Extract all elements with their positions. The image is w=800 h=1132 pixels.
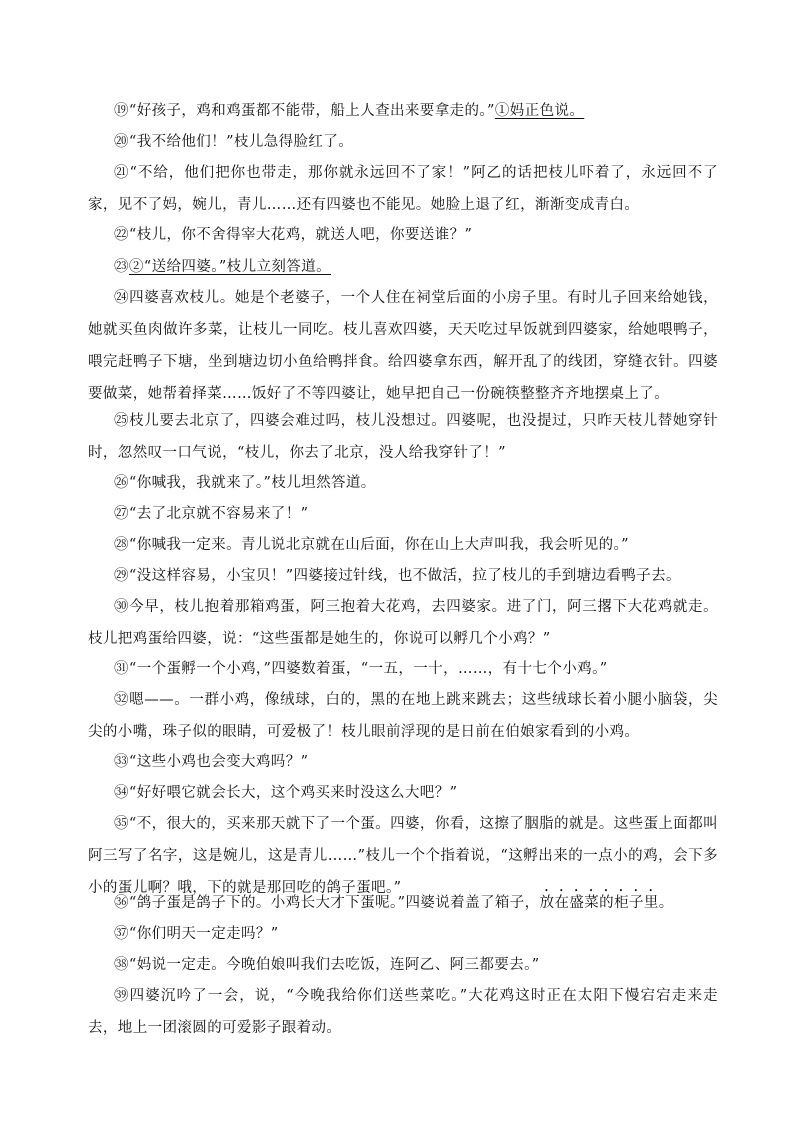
paragraph-19: [88, 95, 718, 127]
underlined-sentence-1: ①妈正色说。: [494, 103, 585, 119]
paragraph-28: ㉘“你喊我一定来。青儿说北京就在山后面，你在山上大声叫我，我会听见的。”: [114, 537, 629, 553]
paragraph-31: ㉛“一个蛋孵一个小鸡，”四婆数着蛋，“一五，一十，……，有十七个小鸡。”: [114, 661, 608, 677]
paragraph-35: ㉟“不，很大的，买来那天就下了一个蛋。四婆，你看，这擦了胭脂的就是。这些蛋上面都叫阿三写了名字，这是婉儿，这是青儿……”枝儿一个个指着说，“这孵出来的一点小的鸡，会下多小的蛋儿啊？哦，下的就是那回吃的鸽子蛋吧。”: [88, 816, 718, 896]
paragraph-text: ⑲“好孩子，鸡和鸡蛋都不能带，船上人查出来要拿走的。”: [114, 103, 495, 119]
paragraph-27: ㉗“去了北京就不容易来了！”: [114, 506, 309, 522]
paragraph-37: ㊲“你们明天一定走吗？”: [114, 926, 279, 942]
paragraph-34: ㉞“好好喂它就会长大，这个鸡买来时没这么大吧？”: [114, 785, 458, 801]
paragraph-32: ㉜嗯——。一群小鸡，像绒球，白的，黑的在地上跳来跳去；这些绒球长着小腿小脑袋，尖尖的小嘴，珠子似的眼睛，可爱极了！枝儿眼前浮现的是日前在伯娘家看到的小鸡。: [88, 692, 718, 740]
paragraph-23: [88, 251, 718, 283]
paragraph-text: ㉓: [114, 259, 129, 275]
paragraph-26: ㉖“你喊我，我就来了。”枝儿坦然答道。: [114, 475, 376, 491]
dotted-emphasis-phrase: 放在盛菜的柜子里: [539, 895, 659, 911]
paragraph-text-end: 。: [658, 895, 674, 911]
paragraph-39: ㊴四婆沉吟了一会，说，“今晚我给你们送些菜吃。”大花鸡这时正在太阳下慢宕宕走来走去，地上一团滚圆的可爱影子跟着动。: [88, 988, 718, 1036]
paragraph-33: ㉝“这些小鸡也会变大鸡吗？”: [114, 754, 309, 770]
paragraph-20: ⑳“我不给他们！”枝儿急得脸红了。: [114, 134, 354, 150]
paragraph-24: ㉔四婆喜欢枝儿。她是个老婆子，一个人住在祠堂后面的小房子里。有时儿子回来给她钱，她就买鱼肉做许多菜，让枝儿一同吃。枝儿喜欢四婆，天天吃过早饭就到四婆家，给她喂鸭子，喂完赶鸭子下塘，坐到塘边切小鱼给鸭拌食。给四婆拿东西，解开乱了的线团，穿缝衣针。四婆要做菜，她帮着择菜……饭好了不等四婆让，她早把自己一份碗筷整整齐齐地摆桌上了。: [88, 290, 718, 402]
paragraph-25: ㉕枝儿要去北京了，四婆会难过吗，枝儿没想过。四婆呢，也没提过，只昨天枝儿替她穿针时，忽然叹一口气说，“枝儿，你去了北京，没人给我穿针了！”: [88, 413, 718, 461]
underlined-sentence-2: ②“送给四婆。”枝儿立刻答道。: [128, 259, 331, 275]
paragraph-36: [88, 887, 718, 919]
paragraph-29: ㉙“没这样容易，小宝贝！”四婆接过针线，也不做活，拉了枝儿的手到塘边看鸭子去。: [114, 568, 681, 584]
paragraph-21: ㉑“不给，他们把你也带走，那你就永远回不了家！”阿乙的话把枝儿吓着了，永远回不了家，见不了妈，婉儿，青儿……还有四婆也不能见。她脸上退了红，渐渐变成青白。: [88, 165, 718, 213]
paragraph-30: ㉚今早，枝儿抱着那箱鸡蛋，阿三抱着大花鸡，去四婆家。进了门，阿三撂下大花鸡就走。枝儿把鸡蛋给四婆，说：“这些蛋都是她生的，你说可以孵几个小鸡？”: [88, 599, 718, 647]
paragraph-38: ㊳“妈说一定走。今晚伯娘叫我们去吃饭，连阿乙、阿三都要去。”: [114, 957, 540, 973]
paragraph-22: ㉒“枝儿，你不舍得宰大花鸡，就送人吧，你要送谁？”: [114, 227, 473, 243]
paragraph-text: ㊱“鸽子蛋是鸽子下的。小鸡长大才下蛋呢。”四婆说着盖了箱子，: [114, 895, 540, 911]
